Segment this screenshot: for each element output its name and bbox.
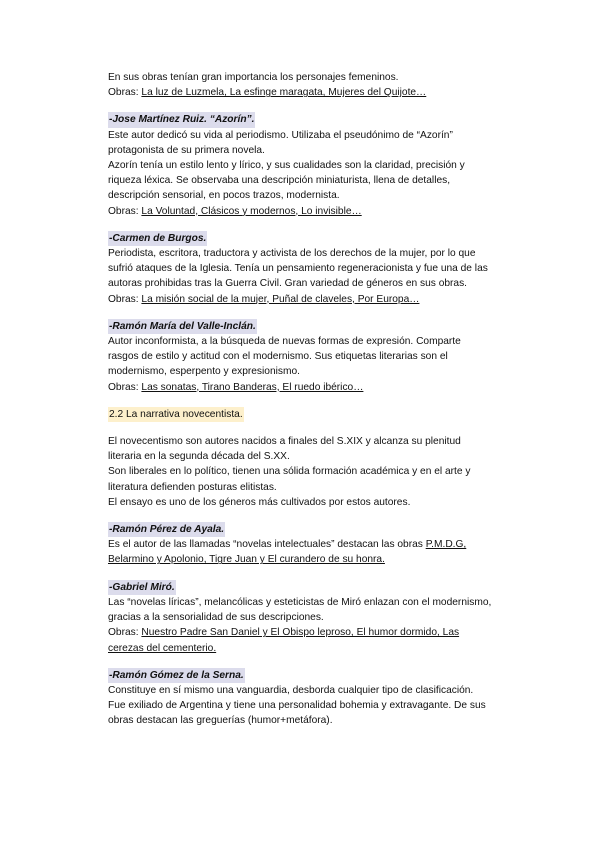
author-heading-carmen-de-burgos: -Carmen de Burgos. xyxy=(108,231,207,246)
paragraph-line: protagonista de su primera novela. xyxy=(108,144,265,156)
paragraph-line: Son liberales en lo político, tienen una sólida formación académica y en el arte y xyxy=(108,466,471,478)
paragraph-line xyxy=(108,537,528,552)
author-works xyxy=(108,625,528,640)
works-label: Obras: xyxy=(108,205,142,217)
paragraph-line: Autor inconformista, a la búsqueda de nuevas formas de expresión. Comparte xyxy=(108,336,461,348)
author-works xyxy=(108,292,528,307)
paragraph-line: gracias a la sensorialidad de sus descripciones. xyxy=(108,612,324,624)
paragraph-line: riqueza léxica. Se observaba una descripción miniaturista, llena de detalles, xyxy=(108,175,451,187)
paragraph-line: Las “novelas líricas”, melancólicas y esteticistas de Miró enlazan con el modernismo, xyxy=(108,596,492,608)
intro-works xyxy=(108,85,528,100)
paragraph-line: literatura defienden posturas elitistas. xyxy=(108,481,277,493)
author-works-continued xyxy=(108,641,528,656)
paragraph-line: El ensayo es uno de los géneros más cultivados por estos autores. xyxy=(108,496,411,508)
works-list: cerezas del cementerio. xyxy=(108,642,217,654)
paragraph-line: Este autor dedicó su vida al periodismo. Utilizaba el pseudónimo de “Azorín” xyxy=(108,129,453,141)
paragraph-line: obras destacan las greguerías (humor+metáfora). xyxy=(108,715,333,727)
works-list: La Voluntad, Clásicos y modernos, Lo invisible… xyxy=(141,205,362,217)
paragraph-text: Es el autor de las llamadas “novelas intelectuales” destacan las obras xyxy=(108,539,426,551)
paragraph-line: literaria en la segunda década del S.XX. xyxy=(108,451,290,463)
author-heading-valle-inclan: -Ramón María del Valle-Inclán. xyxy=(108,319,257,334)
works-list: Las sonatas, Tirano Banderas, El ruedo ibérico… xyxy=(141,381,364,393)
works-label: Obras: xyxy=(108,293,142,305)
works-list: Nuestro Padre San Daniel y El Obispo leproso, El humor dormido, Las xyxy=(141,627,460,639)
works-label: Obras: xyxy=(108,627,142,639)
works-list: Belarmino y Apolonio, Tigre Juan y El curandero de su honra. xyxy=(108,554,385,566)
author-heading-gomez-de-la-serna: -Ramón Gómez de la Serna. xyxy=(108,668,245,683)
paragraph-line: sufrió ataques de la Iglesia. Tenía un pensamiento regeneracionista y fue una de las xyxy=(108,263,488,275)
paragraph-line: rasgos de estilo y actitud con el modernismo. Sus etiquetas literarias son el xyxy=(108,351,448,363)
works-list: P.M.D.G, xyxy=(425,539,467,551)
author-works xyxy=(108,204,528,219)
paragraph-line: El novecentismo son autores nacidos a finales del S.XIX y alcanza su plenitud xyxy=(108,436,461,448)
paragraph-line: autoras prohibidas tras la Guerra Civil. Gran variedad de géneros en sus obras. xyxy=(108,278,468,290)
paragraph-line: Periodista, escritora, traductora y activista de los derechos de la mujer, por lo que xyxy=(108,248,476,260)
paragraph-line: Fue exiliado de Argentina y tiene una personalidad bohemia y extravagante. De sus xyxy=(108,700,486,712)
author-heading-perez-de-ayala: -Ramón Pérez de Ayala. xyxy=(108,522,225,537)
intro-line: En sus obras tenían gran importancia los personajes femeninos. xyxy=(108,72,399,83)
section-title: 2.2 La narrativa novecentista. xyxy=(108,407,244,422)
paragraph-line: Azorín tenía un estilo lento y lírico, y sus cualidades son la claridad, precisión y xyxy=(108,160,465,172)
author-heading-gabriel-miro: -Gabriel Miró. xyxy=(108,580,176,595)
author-heading-azorin: -Jose Martínez Ruiz. “Azorín”. xyxy=(108,112,255,127)
works-list: La luz de Luzmela, La esfinge maragata, Mujeres del Quijote… xyxy=(141,87,427,99)
paragraph-line xyxy=(108,552,528,567)
works-label: Obras: xyxy=(108,87,142,99)
works-label: Obras: xyxy=(108,381,142,393)
works-list: La misión social de la mujer, Puñal de claveles, Por Europa… xyxy=(141,293,420,305)
paragraph-line: Constituye en sí mismo una vanguardia, desborda cualquier tipo de clasificación. xyxy=(108,684,474,696)
document-body xyxy=(108,70,528,729)
paragraph-line: descripción sensorial, en pocos trazos, modernista. xyxy=(108,190,340,202)
author-works xyxy=(108,380,528,395)
paragraph-line: modernismo, esperpento y expresionismo. xyxy=(108,366,300,378)
